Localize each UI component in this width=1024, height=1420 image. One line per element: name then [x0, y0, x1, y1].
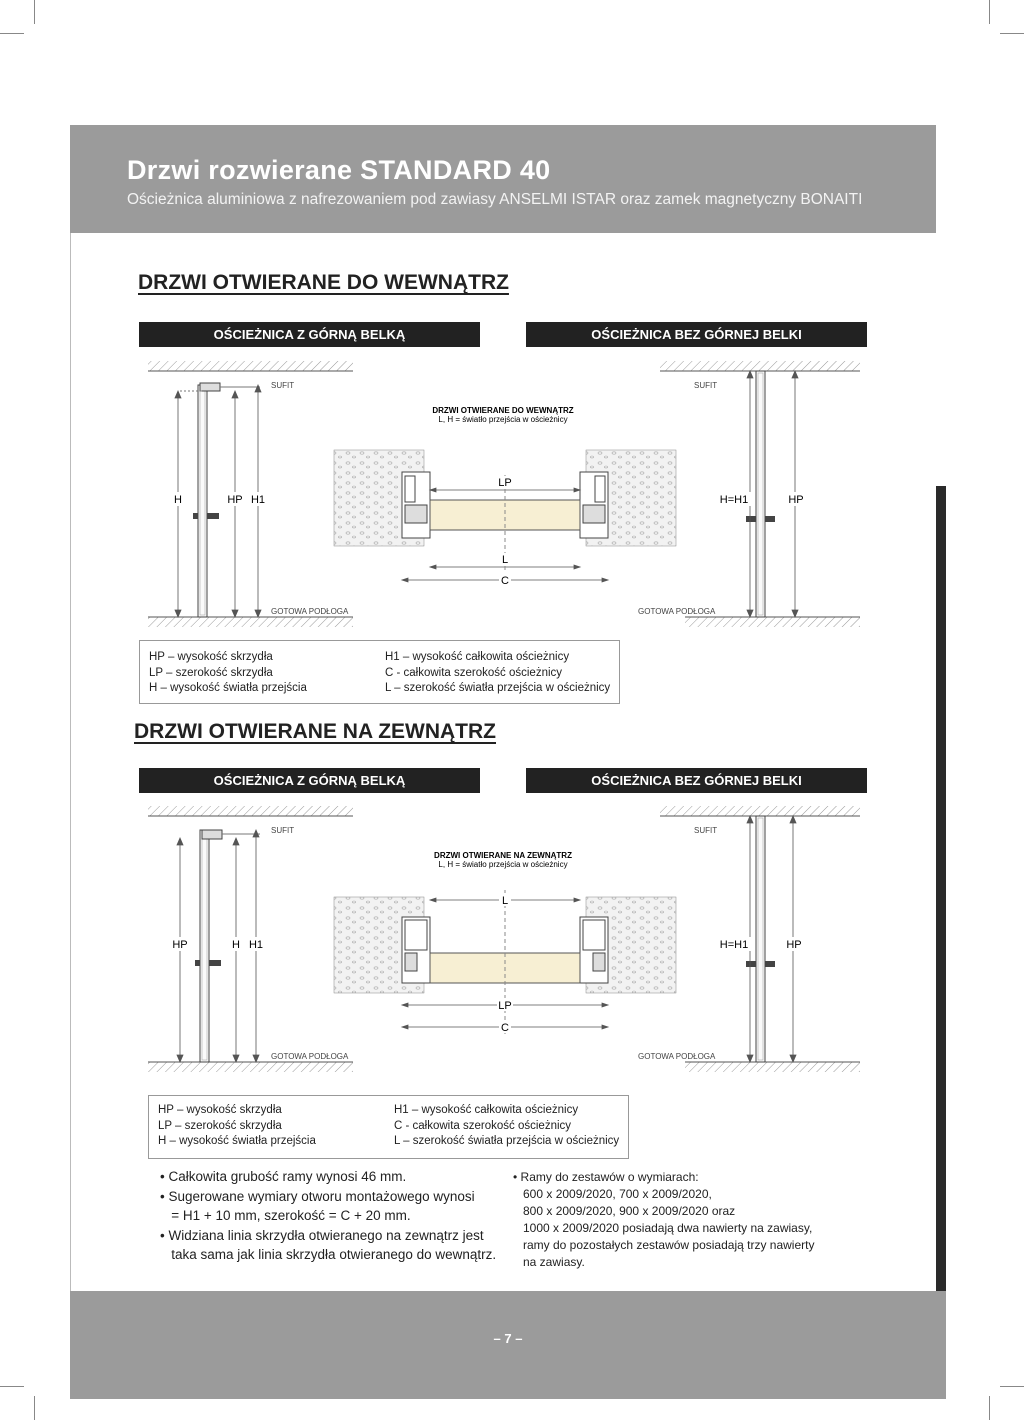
- crop-mark: [989, 0, 990, 24]
- plan-caption: L, H = światło przejścia w ościeżnicy: [438, 860, 568, 869]
- crop-mark: [989, 1396, 990, 1420]
- legend-item: C - całkowita szerokość ościeżnicy: [394, 1119, 572, 1132]
- dim-hp: HP: [227, 494, 243, 506]
- page-number: – 7 –: [493, 1331, 523, 1346]
- bar-without-top-beam: OŚCIEŻNICA BEZ GÓRNEJ BELKI: [526, 322, 867, 347]
- note-line: = H1 + 10 mm, szerokość = C + 20 mm.: [160, 1208, 411, 1223]
- note-line: 800 x 2009/2020, 900 x 2009/2020 oraz: [513, 1204, 736, 1218]
- elevation-with-beam-inward: [140, 355, 360, 630]
- plan-title: DRZWI OTWIERANE DO WEWNĄTRZ: [432, 406, 574, 415]
- note-line: 1000 x 2009/2020 posiadają dwa nawierty na zawiasy,: [513, 1221, 813, 1235]
- plan-view-outward: [330, 845, 680, 1040]
- bar-with-top-beam: OŚCIEŻNICA Z GÓRNĄ BELKĄ: [139, 322, 480, 347]
- ceiling-label: SUFIT: [694, 826, 718, 835]
- note-line: • Widziana linia skrzydła otwieranego na zewnątrz jest: [160, 1227, 484, 1243]
- dim-hp: HP: [172, 939, 188, 951]
- legend-item: LP – szerokość skrzydła: [149, 666, 273, 679]
- note-line: • Całkowita grubość ramy wynosi 46 mm.: [160, 1169, 407, 1184]
- plan-view-inward: [330, 400, 680, 595]
- dim-lp: LP: [498, 1000, 512, 1012]
- dim-hp: HP: [786, 939, 802, 951]
- bar-with-top-beam: OŚCIEŻNICA Z GÓRNĄ BELKĄ: [139, 768, 480, 793]
- note-line: 600 x 2009/2020, 700 x 2009/2020,: [513, 1187, 712, 1201]
- dim-h: H: [174, 494, 182, 506]
- note-line: na zawiasy.: [513, 1255, 585, 1269]
- legend-item: L – szerokość światła przejścia w ościeżnicy: [394, 1135, 620, 1147]
- legend-item: HP – wysokość skrzydła: [158, 1104, 282, 1116]
- crop-mark: [1000, 33, 1024, 34]
- elevation-without-beam-inward: [630, 355, 865, 630]
- ceiling-label: SUFIT: [694, 381, 718, 390]
- plan-caption: L, H = światło przejścia w ościeżnicy: [438, 415, 568, 424]
- legend-item: H – wysokość światła przejścia: [158, 1135, 316, 1147]
- crop-mark: [0, 1386, 24, 1387]
- plan-title: DRZWI OTWIERANE NA ZEWNĄTRZ: [434, 851, 572, 860]
- legend-item: C - całkowita szerokość ościeżnicy: [385, 666, 563, 679]
- page-header: [70, 125, 936, 233]
- legend-inward: [139, 640, 620, 704]
- floor-label: GOTOWA PODŁOGA: [638, 1052, 716, 1061]
- legend-item: HP – wysokość skrzydła: [149, 651, 273, 663]
- ceiling-label: SUFIT: [271, 826, 295, 835]
- page-subtitle: Ościeżnica aluminiowa z nafrezowaniem pod zawiasy ANSELMI ISTAR oraz zamek magnetyczny BONAITI: [127, 191, 863, 208]
- legend-item: H – wysokość światła przejścia: [149, 682, 307, 694]
- page-title: Drzwi rozwierane STANDARD 40: [127, 155, 551, 185]
- dim-h-h1: H=H1: [719, 939, 749, 951]
- dim-l: L: [501, 895, 509, 907]
- dim-hp: HP: [788, 494, 804, 506]
- ceiling-label: SUFIT: [271, 381, 295, 390]
- edge-tab: [936, 486, 946, 1291]
- section-heading-outward: DRZWI OTWIERANE NA ZEWNĄTRZ: [134, 720, 497, 743]
- note-line: taka sama jak linia skrzydła otwieranego do wewnątrz.: [160, 1247, 497, 1262]
- dim-h-h1: H=H1: [719, 494, 749, 506]
- floor-label: GOTOWA PODŁOGA: [638, 607, 716, 616]
- dim-l: L: [501, 554, 509, 566]
- bar-without-top-beam: OŚCIEŻNICA BEZ GÓRNEJ BELKI: [526, 768, 867, 793]
- elevation-with-beam-outward: [140, 800, 360, 1075]
- legend-item: LP – szerokość skrzydła: [158, 1119, 282, 1132]
- legend-item: H1 – wysokość całkowita ościeżnicy: [385, 651, 570, 663]
- legend-outward: [148, 1095, 629, 1159]
- section-heading-inward: DRZWI OTWIERANE DO WEWNĄTRZ: [138, 271, 509, 294]
- legend-item: L – szerokość światła przejścia w ościeżnicy: [385, 682, 611, 694]
- crop-mark: [34, 1396, 35, 1420]
- note-line: • Sugerowane wymiary otworu montażowego wynosi: [160, 1188, 475, 1204]
- crop-mark: [0, 33, 24, 34]
- dim-h: H: [232, 939, 240, 951]
- dim-h1: H1: [250, 494, 266, 506]
- dim-c: C: [501, 575, 509, 587]
- page-footer: [70, 1291, 946, 1399]
- floor-label: GOTOWA PODŁOGA: [271, 1052, 349, 1061]
- notes-right: [513, 1169, 853, 1271]
- dim-h1: H1: [248, 939, 264, 951]
- dim-c: C: [501, 1022, 509, 1034]
- note-line: • Ramy do zestawów o wymiarach:: [513, 1170, 699, 1184]
- crop-mark: [1000, 1386, 1024, 1387]
- elevation-without-beam-outward: [630, 800, 865, 1075]
- crop-mark: [34, 0, 35, 24]
- note-line: ramy do pozostałych zestawów posiadają trzy nawierty: [513, 1238, 815, 1252]
- dim-lp: LP: [498, 477, 512, 489]
- legend-item: H1 – wysokość całkowita ościeżnicy: [394, 1104, 579, 1116]
- notes-left: [160, 1167, 505, 1265]
- floor-label: GOTOWA PODŁOGA: [271, 607, 349, 616]
